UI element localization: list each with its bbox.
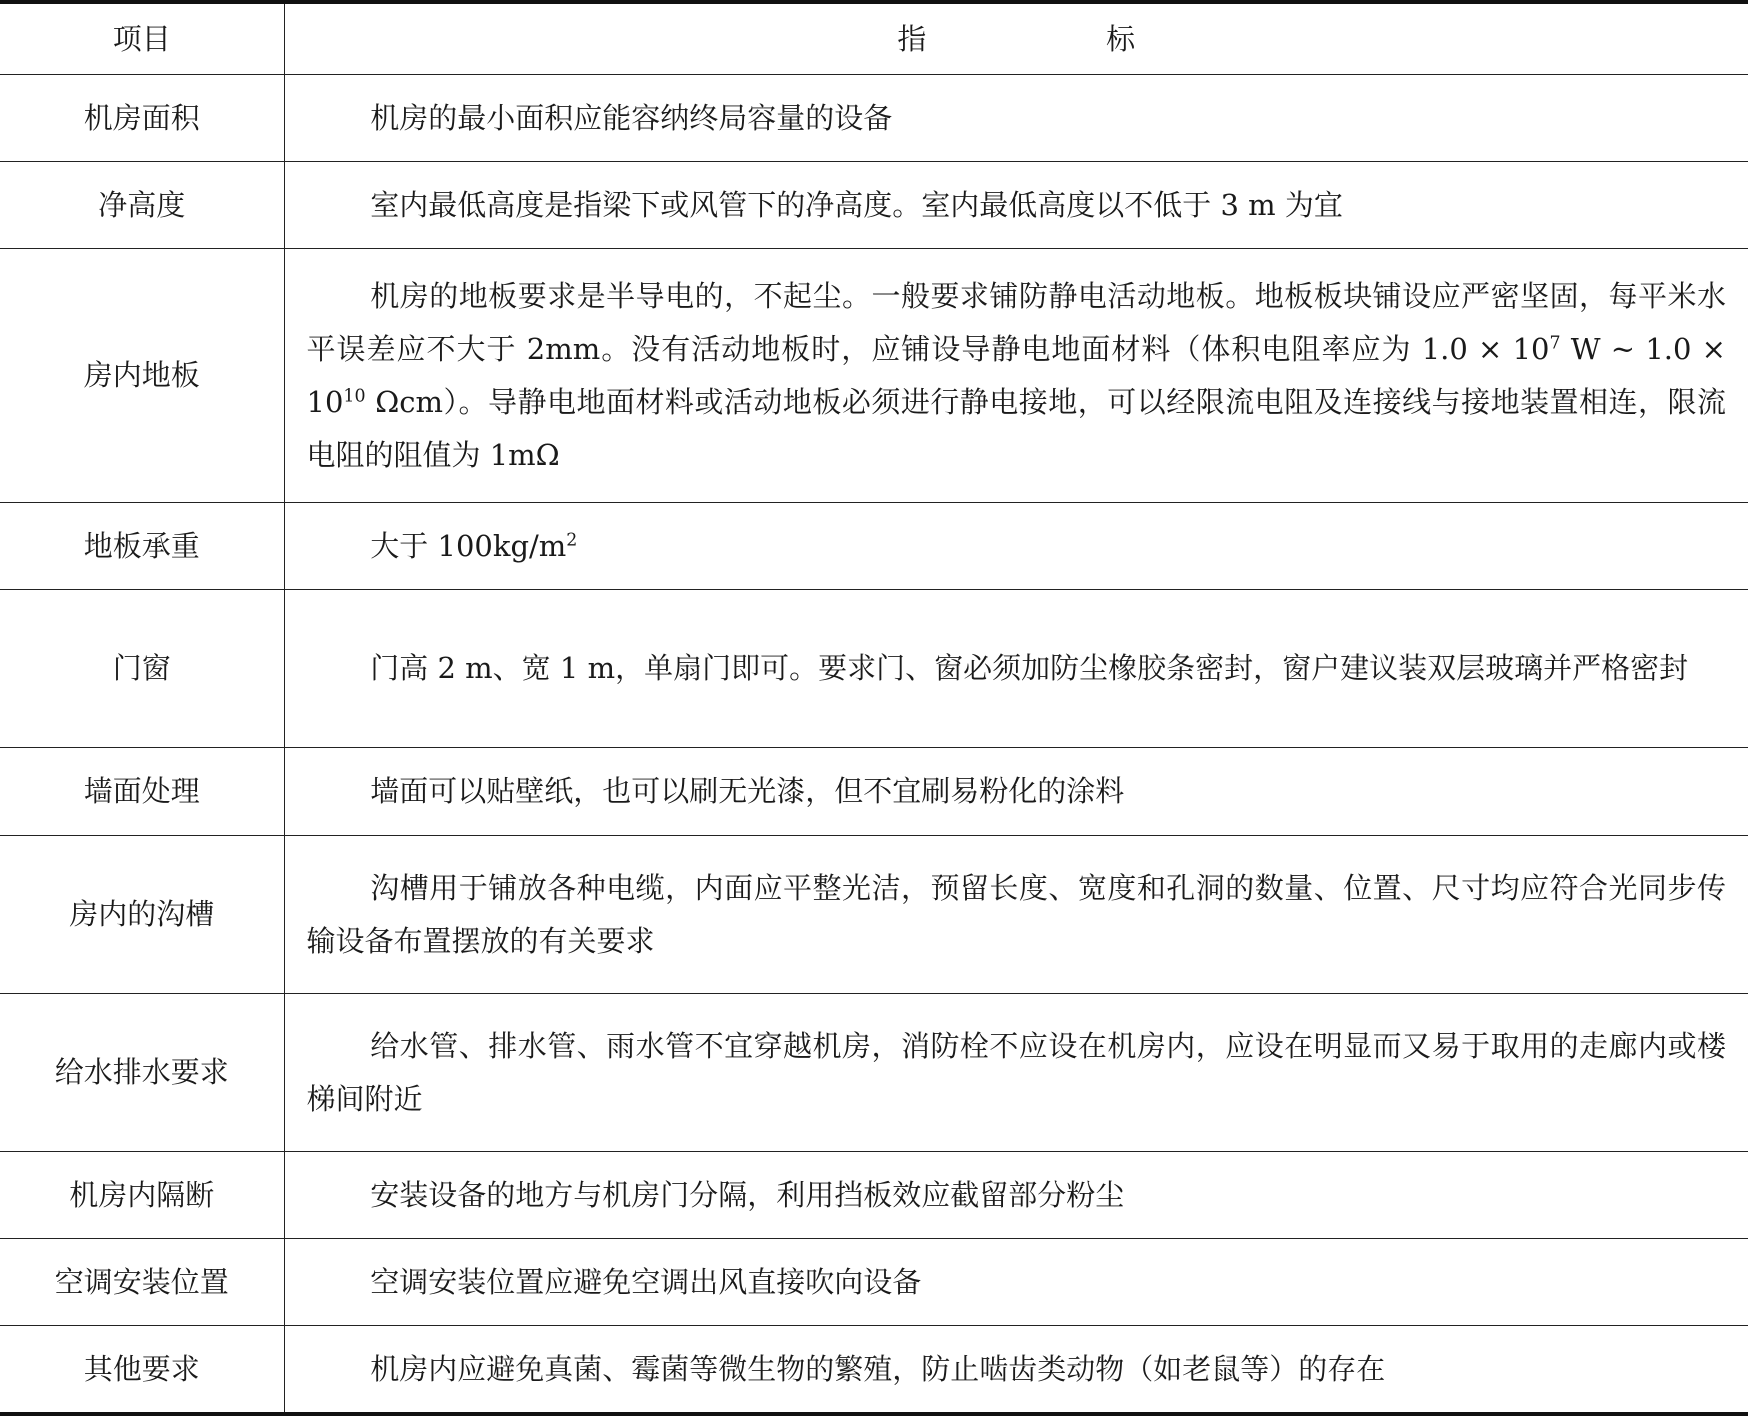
row-text: 室内最低高度是指梁下或风管下的净高度。室内最低高度以不低于 3 m 为宜 <box>284 162 1748 249</box>
exponent-b: 10 <box>343 385 366 406</box>
row-text <box>284 503 1748 590</box>
table-row <box>0 590 1748 748</box>
row-text: 沟槽用于铺放各种电缆，内面应平整光洁，预留长度、宽度和孔洞的数量、位置、尺寸均应符合光同步传输设备布置摆放的有关要求 <box>284 836 1748 994</box>
exponent: 2 <box>566 529 578 550</box>
table-row <box>0 1326 1748 1415</box>
table-header-row <box>0 2 1748 75</box>
row-text-part-b: W ~ 1.0 × 10 <box>306 331 1726 419</box>
table-row <box>0 75 1748 162</box>
table-row <box>0 162 1748 249</box>
row-label: 机房内隔断 <box>0 1152 284 1239</box>
row-text: 空调安装位置应避免空调出风直接吹向设备 <box>284 1239 1748 1326</box>
table-row <box>0 994 1748 1152</box>
row-text-part-a: 机房的地板要求是半导电的，不起尘。一般要求铺防静电活动地板。地板板块铺设应严密坚固，每平米水平误差应不大于 2mm。没有活动地板时，应铺设导静电地面材料（体积电阻率应为 1.0 × 10 <box>306 278 1726 366</box>
row-label: 地板承重 <box>0 503 284 590</box>
row-text-part-c: Ωcm）。导静电地面材料或活动地板必须进行静电接地，可以经限流电阻及连接线与接地装置相连，限流电阻的阻值为 1mΩ <box>306 384 1726 472</box>
exponent-a: 7 <box>1549 332 1561 353</box>
row-text: 墙面可以贴壁纸，也可以刷无光漆，但不宜刷易粉化的涂料 <box>284 748 1748 836</box>
row-label: 其他要求 <box>0 1326 284 1415</box>
table-row <box>0 836 1748 994</box>
row-text: 安装设备的地方与机房门分隔，利用挡板效应截留部分粉尘 <box>284 1152 1748 1239</box>
table-row <box>0 1239 1748 1326</box>
table-row <box>0 503 1748 590</box>
row-label: 机房面积 <box>0 75 284 162</box>
row-label: 给水排水要求 <box>0 994 284 1152</box>
row-label: 墙面处理 <box>0 748 284 836</box>
row-label: 净高度 <box>0 162 284 249</box>
row-label: 房内地板 <box>0 249 284 503</box>
row-text <box>284 249 1748 503</box>
row-text: 给水管、排水管、雨水管不宜穿越机房，消防栓不应设在机房内，应设在明显而又易于取用的走廊内或楼梯间附近 <box>284 994 1748 1152</box>
table-row <box>0 1152 1748 1239</box>
table-row <box>0 748 1748 836</box>
row-text: 机房内应避免真菌、霉菌等微生物的繁殖，防止啮齿类动物（如老鼠等）的存在 <box>284 1326 1748 1415</box>
row-text: 机房的最小面积应能容纳终局容量的设备 <box>284 75 1748 162</box>
row-label: 房内的沟槽 <box>0 836 284 994</box>
row-label: 空调安装位置 <box>0 1239 284 1326</box>
header-item: 项目 <box>0 2 284 75</box>
table-row <box>0 249 1748 503</box>
row-label: 门窗 <box>0 590 284 748</box>
header-indicator: 指 标 <box>284 2 1748 75</box>
row-text: 门高 2 m、宽 1 m，单扇门即可。要求门、窗必须加防尘橡胶条密封，窗户建议装双层玻璃并严格密封 <box>284 590 1748 748</box>
row-text-main: 大于 100kg/m <box>370 528 567 563</box>
